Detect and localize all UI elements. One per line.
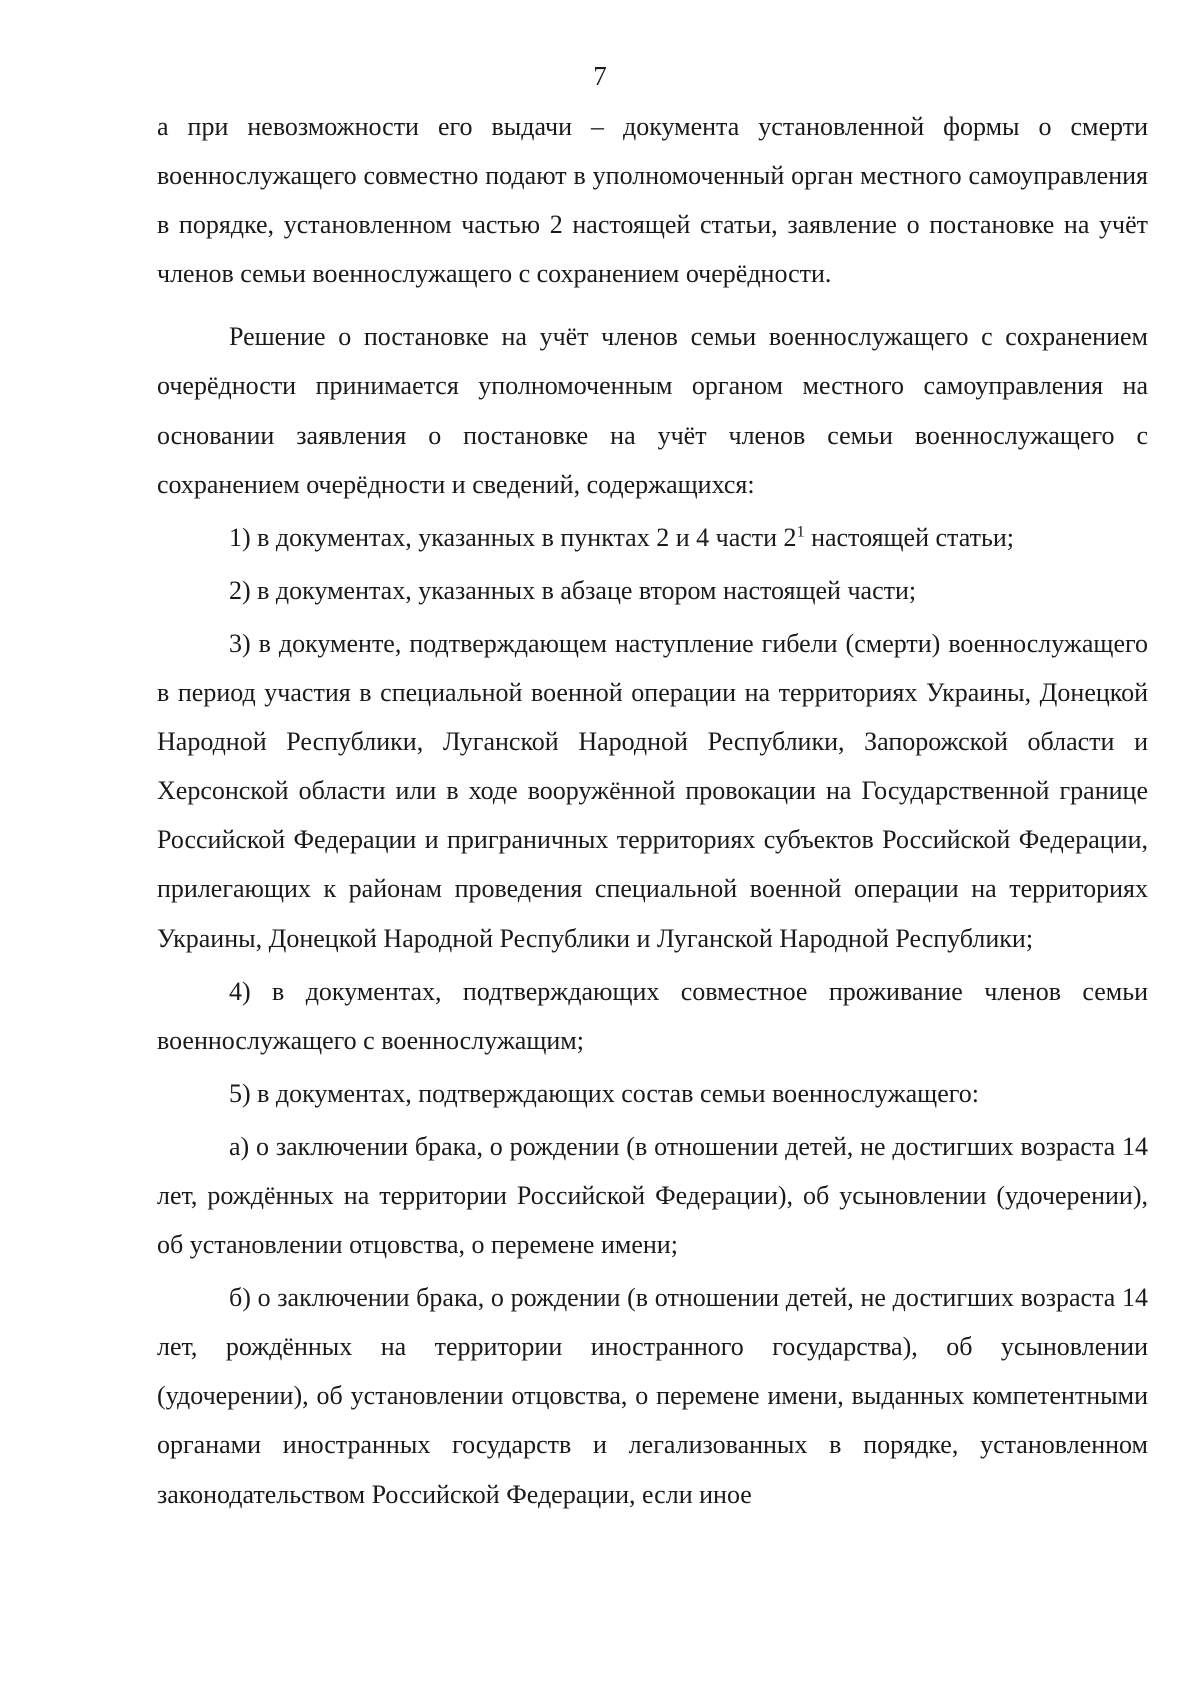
list-item-1-text: 1) в документах, указанных в пунктах 2 и 4 части 2 [229,522,797,552]
page-number: 7 [593,61,607,91]
list-item-3: 3) в документе, подтверждающем наступление гибели (смерти) военнослужащего в период участия в специальной военной операции на территориях Украины, Донецкой Народной Республики, Луганской Народной Республики, Запорожской области и Херсонской области или в ходе вооружённой провокации на Государственной границе Российской Федерации и приграничных территориях субъектов Российской Федерации, прилегающих к районам проведения специальной военной операции на территориях Украины, Донецкой Народной Республики и Луганской Народной Республики; [157,628,1148,953]
list-item-4: 4) в документах, подтверждающих совместное проживание членов семьи военнослужащего с военнослужащим; [157,976,1148,1055]
list-item-1 [157,513,1148,562]
list-item-5: 5) в документах, подтверждающих состав семьи военнослужащего: [229,1078,979,1108]
superscript-marker: 1 [796,523,805,541]
list-item-2: 2) в документах, указанных в абзаце втором настоящей части; [229,575,917,605]
list-subitem-a: а) о заключении брака, о рождении (в отношении детей, не достигших возраста 14 лет, рождённых на территории Российской Федерации), об усыновлении (удочерении), об установлении отцовства, о перемене имени; [157,1131,1148,1260]
list-item-1-text-end: настоящей статьи; [804,522,1014,552]
list-subitem-b: б) о заключении брака, о рождении (в отношении детей, не достигших возраста 14 лет, рождённых на территории иностранного государства), об усыновлении (удочерении), об установлении отцовства, о перемене имени, выданных компетентными органами иностранных государств и легализованных в порядке, установленном законодательством Российской Федерации, если иное [157,1283,1148,1509]
paragraph-continuation: а при невозможности его выдачи – документа установленной формы о смерти военнослужащего совместно подают в уполномоченный орган местного самоуправления в порядке, установленном частью 2 настоящей статьи, заявление о постановке на учёт членов семьи военнослужащего с сохранением очерёдности. [157,112,1148,289]
paragraph-decision: Решение о постановке на учёт членов семьи военнослужащего с сохранением очерёдности принимается уполномоченным органом местного самоуправления на основании заявления о постановке на учёт членов семьи военнослужащего с сохранением очерёдности и сведений, содержащихся: [157,322,1148,499]
document-body [157,102,1148,1519]
